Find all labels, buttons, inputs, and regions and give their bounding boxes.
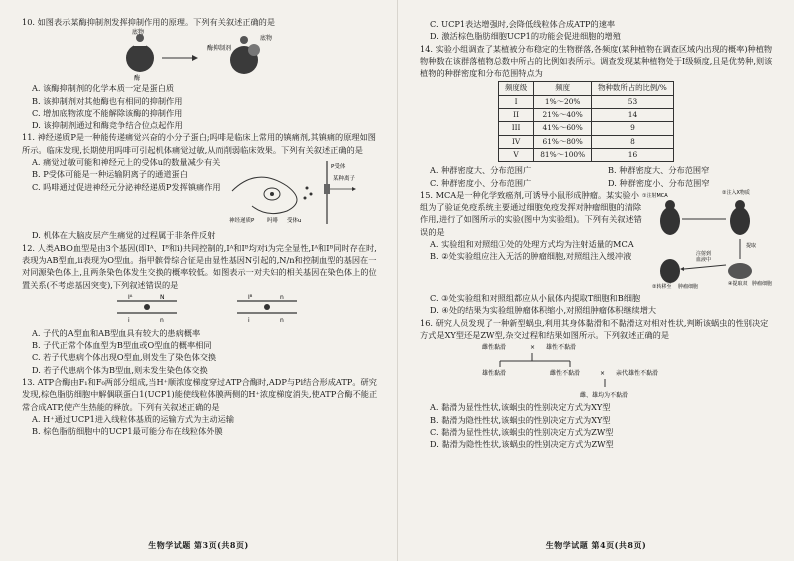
enzyme-inhibitor-diagram: [22, 28, 382, 82]
q14-options: [420, 164, 776, 189]
q15-stem: 15. MCA是一种化学致癌剂,可诱导小鼠形成肿瘤。某实验小组为了验证免疫系统主要通过细胞免疫发挥对肿瘤细胞的清除作用,进行了如图所示的实验(图中为实验组)。下列有关叙述错误的是: [420, 189, 642, 237]
q12-option-d: D. 若子代患病个体为B型血,则未发生染色体交换: [32, 364, 208, 375]
fig-label-cross-2: ×: [600, 370, 606, 378]
q11-option-c: C. 吗啡通过促进神经元分泌神经递质P发挥镇痛作用: [32, 181, 221, 192]
fig-label-transfer: ②转移至: [652, 283, 672, 289]
q16-option-c: C. 黏滑为显性性状,该蜗虫的性别决定方式为ZW型: [430, 426, 614, 437]
q14-option-a: A. 种群密度大、分布范围广: [430, 165, 532, 176]
morphine-neuron-diagram: [227, 156, 377, 226]
fig-label-N: N: [160, 293, 165, 301]
table-row: [499, 148, 674, 161]
table-cell: 14: [592, 109, 674, 122]
table-cell: 53: [592, 95, 674, 108]
fig-label-n1: n: [160, 316, 164, 324]
q16-option-a: A. 黏滑为显性性状,该蜗虫的性别决定方式为XY型: [430, 402, 611, 413]
fig-label-ion: 某种离子: [333, 176, 356, 183]
q10-figure: [22, 28, 383, 82]
table-cell: I: [499, 95, 534, 108]
q14-option-b: B. 种群密度大、分布范围窄: [608, 165, 710, 176]
fig-label-ib: Iᴮ: [248, 293, 253, 301]
table-cell: 9: [592, 122, 674, 135]
q10-option-a: A. 该酶抑制剂的化学本质一定是蛋白质: [32, 83, 175, 94]
fig-label-inhibitor: 酶抑制剂: [207, 45, 232, 53]
fig-label-receptor-u: 受体u: [287, 218, 302, 225]
table-cell: IV: [499, 135, 534, 148]
table-row: [499, 109, 674, 122]
fig-label-enzyme: 酶: [134, 75, 141, 83]
page-4-content: [420, 18, 776, 451]
fig-label-inject-to: 注射到: [696, 250, 712, 257]
table-header: 频度级: [499, 82, 534, 95]
fig-label-inject-mca: ①注射MCA: [642, 192, 668, 199]
fig-label-offspring: 雌、雄均为不黏滑: [580, 392, 629, 400]
fig-label-p-female: 雌性黏滑: [482, 344, 507, 352]
table-cell: 41%～60%: [534, 122, 592, 135]
q15-figure: [642, 189, 776, 292]
q14-option-c: C. 种群密度小、分布范围广: [430, 177, 532, 188]
q14-frequency-table: [498, 81, 674, 162]
chromosome-diagram: [22, 291, 382, 327]
q15-option-c: C. ③处实验组和对照组都应从小鼠体内提取T细胞和B细胞: [430, 293, 641, 304]
q15-option-b: B. ②处实验组应注入无活的肿瘤细胞,对照组注入缓冲液: [430, 251, 632, 262]
q13-option-a: A. H⁺通过UCP1进入线粒体基质的运输方式为主动运输: [32, 413, 235, 424]
cross-diagram: [420, 341, 777, 401]
q16-stem: 16. 研究人员发现了一种新型蜗虫,利用其身体黏滑和不黏滑这对相对性状,判断该蜗虫的性别决定方式是XY型还是ZW型,杂交过程和结果如图所示。下列叙述正确的是: [420, 317, 769, 341]
fig-label-cross-1: ×: [530, 344, 536, 352]
fig-label-tumor-cell-1: 肿瘤细胞: [678, 283, 699, 289]
q11-option-d: D. 机体在大脑皮层产生痛觉的过程属于非条件反射: [32, 230, 216, 241]
q12-stem: 12. 人类ABO血型是由3个基因(即Iᴬ、Iᴮ和i)共同控制的,Iᴬ和Iᴮ均对i为完全显性,Iᴬ和Iᴮ同时存在时,表现为AB型血,ii表现为O型血。指甲髌骨综合征是由显性基因N引起的,N/n和控制血型的基因在一对同源染色体上,且两条染色体发生交换的概率较低。如图表示一对夫妇的相关基因在染色体上的位置关系(不考虑基因突变),下列叙述错误的是: [22, 242, 377, 290]
fig-label-extract: 提取: [746, 242, 757, 249]
table-cell: II: [499, 109, 534, 122]
q13-stem: 13. ATP合酶由F₁和F₀两部分组成,当H⁺顺浓度梯度穿过ATP合酶时,ADP与Pi结合形成ATP。研究发现,棕色脂肪细胞中解偶联蛋白1(UCP1)能使线粒体膜两侧的H⁺浓度梯度消失,使ATP合酶不能正常合成ATP,使产生热能的释放。下列有关叙述正确的是: [22, 377, 378, 412]
fig-label-i1: i: [128, 316, 130, 324]
fig-label-morphine: 吗啡: [267, 218, 279, 225]
page-4-footer: 生物学试题 第4页(共8页): [545, 540, 647, 550]
q10-option-b: B. 该抑制剂对其他酶也有相同的抑制作用: [32, 95, 183, 106]
q11-option-b: B. P受体可能是一种运输阴离子的通道蛋白: [32, 169, 188, 180]
table-header-row: [499, 82, 674, 95]
q13-option-b: B. 棕色脂肪细胞中的UCP1最可能分布在线粒体外膜: [32, 426, 223, 437]
q12-option-b: B. 子代正常个体血型为B型血或O型血的概率相同: [32, 340, 212, 351]
q16-option-d: D. 黏滑为隐性性状,该蜗虫的性别决定方式为ZW型: [430, 439, 614, 450]
table-row: [499, 122, 674, 135]
fig-label-ia: Iᴬ: [128, 293, 133, 301]
q15-option-a: A. 实验组和对照组①处的处理方式均为注射适量的MCA: [430, 239, 634, 250]
q13-option-c: C. UCP1表达增强时,会降低线粒体合成ATP的速率: [430, 19, 616, 29]
table-cell: 61%～80%: [534, 135, 592, 148]
fig-label-f1-male: 雄性黏滑: [482, 370, 507, 378]
q13-option-d: D. 激活棕色脂肪细胞UCP1的功能会促进细胞的增殖: [430, 31, 621, 42]
table-cell: 16: [592, 148, 674, 161]
q12-option-c: C. 若子代患病个体出现O型血,则发生了染色体交换: [32, 352, 217, 363]
table-cell: 21%～40%: [534, 109, 592, 122]
fig-label-substrate-2: 底物: [260, 35, 273, 43]
q11-option-a: A. 痛觉过敏可能和神经元上的受体u的数量减少有关: [32, 157, 221, 168]
fig-label-f1-female: 雌性不黏滑: [550, 370, 581, 378]
table-cell: 8: [592, 135, 674, 148]
table-row: [499, 95, 674, 108]
table-cell: 1%～20%: [534, 95, 592, 108]
q16-figure: [420, 341, 776, 401]
mouse-experiment-diagram: [642, 189, 776, 289]
q14-stem: 14. 实验小组调查了某植被分布稳定的生物群落,各频度(某种植物在调查区域内出现的概率)种植物物种数在该群落植物总数中所占的比例如表所示。调查发现某种植物处于I级频度,且是优势种,则该植物的种群密度和分布范围特点为: [420, 43, 773, 79]
q15-body: [420, 189, 776, 292]
fig-label-n2: n: [280, 293, 284, 301]
fig-label-tumor-cell-2: 肿瘤细胞: [752, 280, 773, 287]
q10-option-c: C. 增加底物浓度不能解除该酶的抑制作用: [32, 107, 183, 118]
q10-option-d: D. 该抑制剂通过和酶竞争结合位点起作用: [32, 120, 183, 131]
q16-option-b: B. 黏滑为隐性性状,该蜗虫的性别决定方式为XY型: [430, 414, 611, 425]
table-cell: V: [499, 148, 534, 161]
fig-label-parent-male: 亲代雄性不黏滑: [616, 370, 659, 378]
q11-body: [22, 156, 383, 229]
page-3-footer: 生物学试题 第3页(共8页): [148, 540, 249, 550]
q14-option-d: D. 种群密度小、分布范围窄: [608, 177, 710, 188]
fig-label-extract-double: ④提取双: [728, 280, 748, 287]
page-3-content: [22, 16, 383, 438]
q10-stem: 10. 如图表示某酶抑制剂发挥抑制作用的原理。下列有关叙述正确的是: [22, 17, 276, 27]
q12-option-a: A. 子代的A型血和AB型血具有较大的患病概率: [32, 327, 201, 338]
fig-label-p-male: 雄性不黏滑: [546, 344, 577, 352]
exam-page-4: [397, 0, 794, 561]
fig-label-n3: n: [280, 316, 284, 324]
q12-figure: [22, 291, 383, 327]
fig-label-blood: 血液中: [696, 256, 712, 263]
fig-label-neurotransmitter: 神经递质P: [229, 218, 255, 225]
table-header: 频度: [534, 82, 592, 95]
table-row: [499, 135, 674, 148]
fig-label-p-receptor: P受体: [331, 164, 346, 171]
q11-figure: [227, 156, 383, 229]
q11-stem: 11. 神经递质P是一种能传递痛觉兴奋的小分子蛋白;吗啡是临床上常用的镇痛剂,其镇痛的原理如图所示。临床发现,长期使用吗啡可引起机体痛觉过敏,从而削弱临床效果。下列有关叙述正确的是: [22, 132, 376, 155]
fig-label-inject-x: ②注入X物质: [722, 189, 750, 196]
fig-label-i2: i: [248, 316, 250, 324]
q15-option-d: D. ④处的结果为实验组肿瘤体积缩小,对照组肿瘤体积继续增大: [430, 305, 657, 316]
table-cell: III: [499, 122, 534, 135]
fig-label-substrate: 底物: [132, 29, 145, 37]
table-header: 物种数所占的比例/%: [592, 82, 674, 95]
table-cell: 81%～100%: [534, 148, 592, 161]
